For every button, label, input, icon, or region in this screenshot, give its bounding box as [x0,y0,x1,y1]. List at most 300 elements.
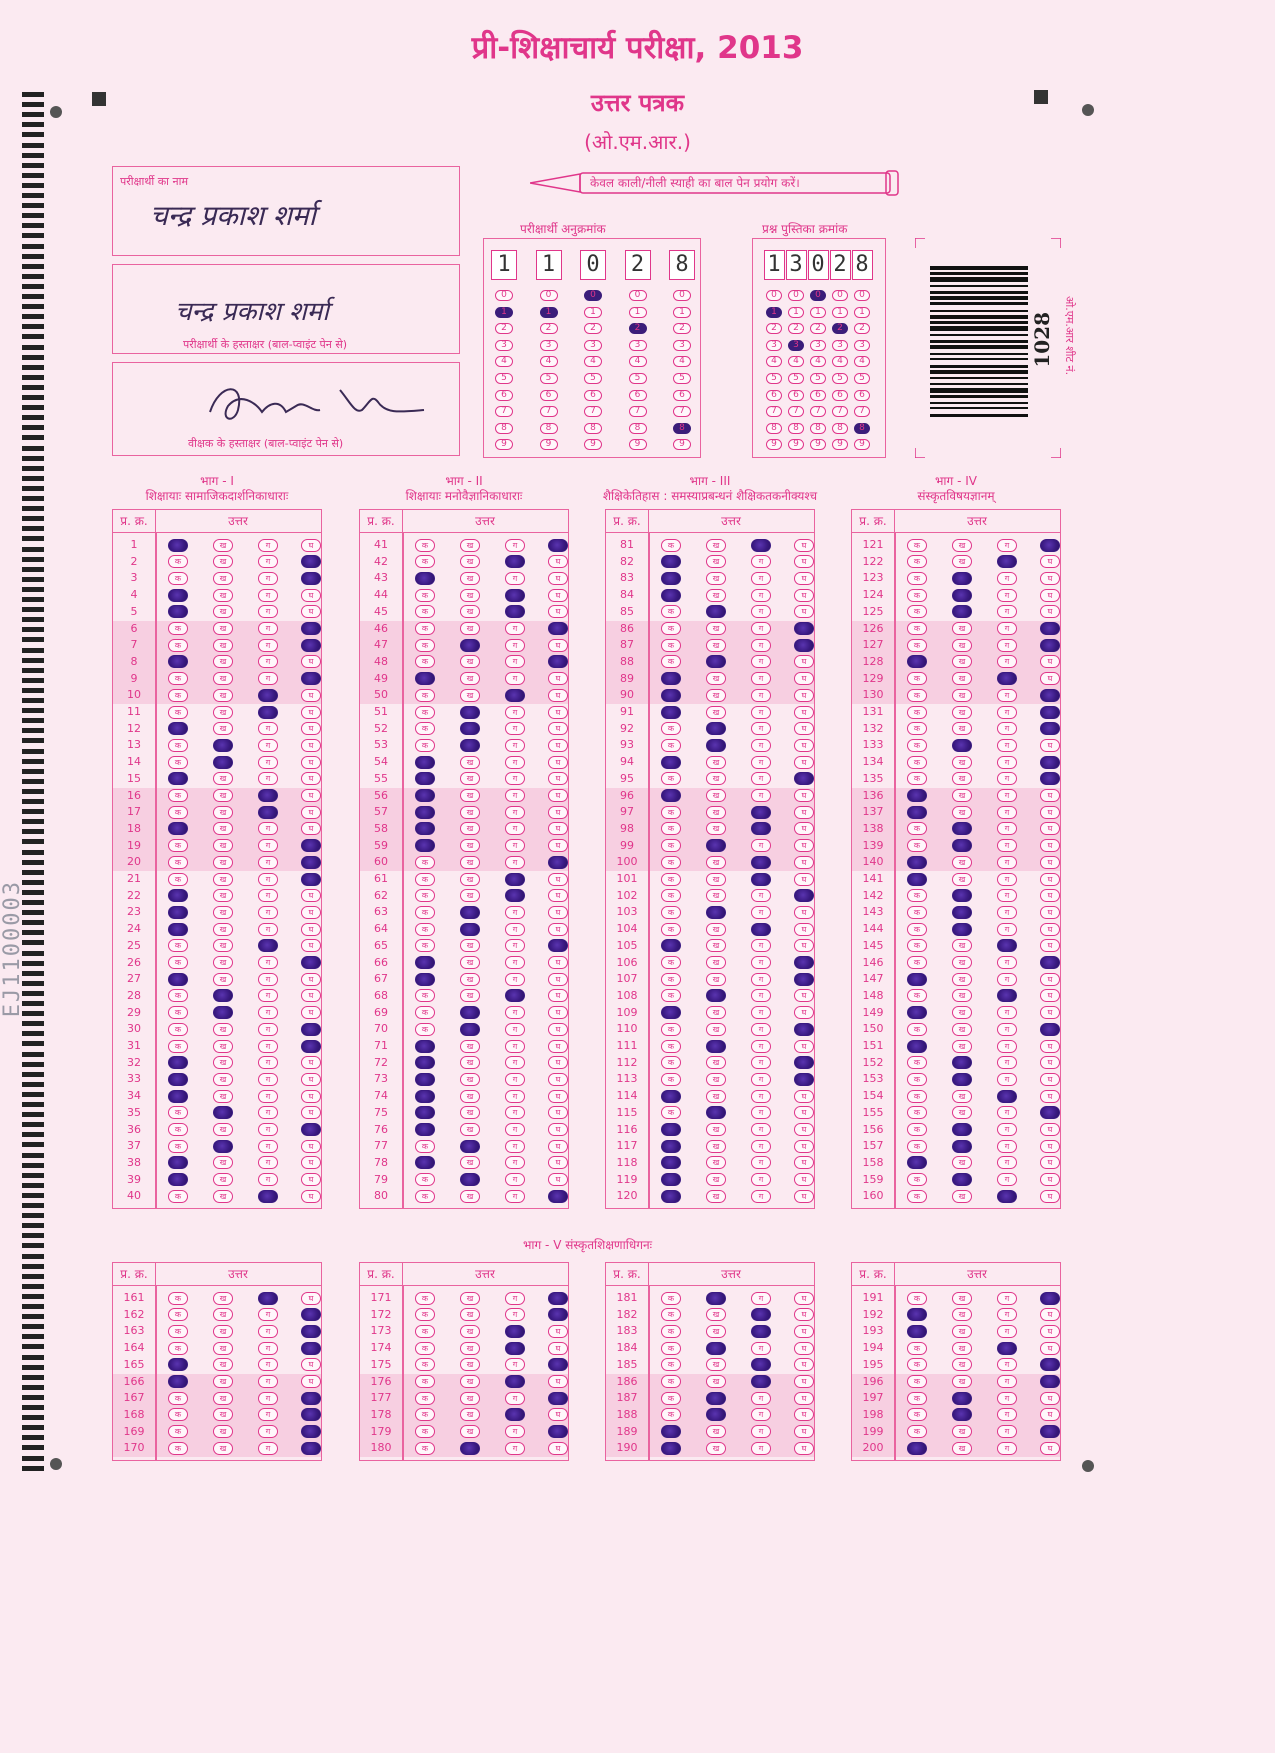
answer-bubble[interactable]: ग [751,1425,771,1438]
answer-bubble[interactable]: घ [794,605,814,618]
answer-bubble[interactable]: क [661,1392,681,1405]
digit-bubble[interactable]: 9 [854,439,870,450]
digit-bubble[interactable]: 9 [495,439,513,450]
answer-bubble[interactable]: क [168,706,188,719]
answer-bubble[interactable] [1040,1106,1060,1119]
digit-bubble[interactable]: 8 [584,423,602,434]
answer-bubble[interactable]: क [168,756,188,769]
answer-bubble[interactable]: ख [952,1425,972,1438]
answer-bubble[interactable]: घ [794,555,814,568]
answer-bubble[interactable]: ग [258,973,278,986]
answer-bubble[interactable]: ख [706,1056,726,1069]
answer-bubble[interactable]: क [661,889,681,902]
answer-bubble[interactable]: क [907,1056,927,1069]
answer-bubble[interactable]: क [168,1442,188,1455]
answer-bubble[interactable]: ख [213,806,233,819]
digit-bubble[interactable]: 1 [854,307,870,318]
answer-bubble[interactable]: घ [794,1425,814,1438]
answer-bubble[interactable]: ग [751,1023,771,1036]
answer-bubble[interactable]: ग [505,739,525,752]
answer-bubble[interactable]: घ [301,1292,321,1305]
answer-bubble[interactable] [415,973,435,986]
answer-bubble[interactable]: क [661,1023,681,1036]
answer-bubble[interactable]: ग [997,1040,1017,1053]
answer-bubble[interactable]: घ [301,689,321,702]
answer-bubble[interactable]: ग [258,822,278,835]
answer-bubble[interactable]: ग [751,772,771,785]
answer-bubble[interactable]: घ [548,572,568,585]
answer-bubble[interactable] [952,923,972,936]
answer-bubble[interactable] [258,806,278,819]
answer-bubble[interactable]: ख [952,856,972,869]
answer-bubble[interactable]: ख [460,605,480,618]
answer-bubble[interactable]: ख [213,1342,233,1355]
answer-bubble[interactable]: क [415,1358,435,1371]
answer-bubble[interactable]: ख [213,589,233,602]
digit-bubble[interactable]: 4 [766,356,782,367]
answer-bubble[interactable] [997,1090,1017,1103]
answer-bubble[interactable]: ग [505,956,525,969]
answer-bubble[interactable]: घ [1040,1006,1060,1019]
answer-bubble[interactable] [794,622,814,635]
answer-bubble[interactable]: ग [258,1173,278,1186]
answer-bubble[interactable]: घ [548,589,568,602]
answer-bubble[interactable]: घ [794,589,814,602]
answer-bubble[interactable]: ख [952,1106,972,1119]
answer-bubble[interactable]: क [907,1106,927,1119]
answer-bubble[interactable]: ख [706,822,726,835]
answer-bubble[interactable]: क [907,923,927,936]
answer-bubble[interactable]: ग [997,1006,1017,1019]
answer-bubble[interactable]: घ [1040,1392,1060,1405]
answer-bubble[interactable]: घ [794,1006,814,1019]
answer-bubble[interactable]: ग [505,1023,525,1036]
answer-bubble[interactable]: ख [460,889,480,902]
answer-bubble[interactable]: घ [794,655,814,668]
answer-bubble[interactable]: ग [258,989,278,1002]
answer-bubble[interactable]: ख [952,1156,972,1169]
answer-bubble[interactable]: ग [997,1358,1017,1371]
answer-bubble[interactable]: घ [301,706,321,719]
answer-bubble[interactable] [168,539,188,552]
answer-bubble[interactable] [907,1325,927,1338]
answer-bubble[interactable]: घ [794,989,814,1002]
answer-bubble[interactable]: ख [706,1090,726,1103]
answer-bubble[interactable]: घ [1040,989,1060,1002]
digit-bubble[interactable]: 4 [673,356,691,367]
answer-bubble[interactable]: क [907,539,927,552]
answer-bubble[interactable]: क [907,839,927,852]
answer-bubble[interactable] [794,1056,814,1069]
answer-bubble[interactable]: घ [794,1090,814,1103]
answer-bubble[interactable]: ख [952,873,972,886]
answer-bubble[interactable] [907,1006,927,1019]
answer-bubble[interactable]: क [907,1375,927,1388]
answer-bubble[interactable]: घ [301,939,321,952]
answer-bubble[interactable]: क [661,639,681,652]
answer-bubble[interactable]: क [415,989,435,1002]
answer-bubble[interactable]: घ [301,739,321,752]
answer-bubble[interactable] [952,1173,972,1186]
answer-bubble[interactable]: क [907,722,927,735]
answer-bubble[interactable]: क [168,939,188,952]
answer-bubble[interactable]: ख [213,973,233,986]
answer-bubble[interactable]: ग [505,772,525,785]
digit-bubble[interactable]: 4 [854,356,870,367]
digit-bubble[interactable]: 3 [766,340,782,351]
answer-bubble[interactable]: ग [258,539,278,552]
answer-bubble[interactable]: ख [706,1442,726,1455]
answer-bubble[interactable]: घ [794,706,814,719]
answer-bubble[interactable]: ख [460,655,480,668]
answer-bubble[interactable]: ग [997,806,1017,819]
answer-bubble[interactable]: ख [213,822,233,835]
answer-bubble[interactable]: ग [997,605,1017,618]
answer-bubble[interactable]: घ [301,923,321,936]
digit-bubble[interactable]: 4 [584,356,602,367]
answer-bubble[interactable]: क [907,739,927,752]
answer-bubble[interactable] [415,1090,435,1103]
answer-bubble[interactable]: घ [794,739,814,752]
answer-bubble[interactable]: ग [258,1056,278,1069]
answer-bubble[interactable]: घ [301,989,321,1002]
answer-bubble[interactable] [907,1442,927,1455]
answer-bubble[interactable]: ग [505,923,525,936]
digit-bubble[interactable]: 6 [766,390,782,401]
answer-bubble[interactable]: ख [952,973,972,986]
answer-bubble[interactable]: घ [794,1392,814,1405]
answer-bubble[interactable]: घ [548,873,568,886]
answer-bubble[interactable]: ख [213,605,233,618]
answer-bubble[interactable] [168,722,188,735]
digit-bubble[interactable]: 2 [673,323,691,334]
digit-bubble[interactable]: 7 [673,406,691,417]
answer-bubble[interactable]: क [661,1375,681,1388]
digit-bubble[interactable]: 1 [673,307,691,318]
answer-bubble[interactable] [548,622,568,635]
answer-bubble[interactable] [1040,1292,1060,1305]
answer-bubble[interactable]: क [907,1140,927,1153]
answer-bubble[interactable]: ग [505,1006,525,1019]
answer-bubble[interactable]: ग [505,856,525,869]
answer-bubble[interactable]: ख [460,1106,480,1119]
answer-bubble[interactable]: घ [1040,1073,1060,1086]
answer-bubble[interactable]: घ [548,1140,568,1153]
answer-bubble[interactable]: ख [460,1408,480,1421]
answer-bubble[interactable] [706,1392,726,1405]
answer-bubble[interactable]: घ [794,1292,814,1305]
answer-bubble[interactable]: क [907,822,927,835]
answer-bubble[interactable] [505,1342,525,1355]
answer-bubble[interactable]: क [168,989,188,1002]
answer-bubble[interactable]: क [907,1425,927,1438]
answer-bubble[interactable]: क [168,639,188,652]
answer-bubble[interactable]: ग [258,756,278,769]
answer-bubble[interactable]: ग [751,1006,771,1019]
answer-bubble[interactable] [460,923,480,936]
answer-bubble[interactable]: ग [997,1442,1017,1455]
digit-bubble[interactable]: 9 [810,439,826,450]
answer-bubble[interactable]: ग [258,739,278,752]
answer-bubble[interactable]: ख [213,1056,233,1069]
answer-bubble[interactable] [907,1308,927,1321]
answer-bubble[interactable]: क [168,856,188,869]
answer-bubble[interactable]: ख [460,939,480,952]
answer-bubble[interactable]: ख [706,1123,726,1136]
answer-bubble[interactable] [706,605,726,618]
answer-bubble[interactable]: ग [505,1140,525,1153]
answer-bubble[interactable]: घ [1040,906,1060,919]
answer-bubble[interactable]: ख [952,1023,972,1036]
answer-bubble[interactable]: ग [258,589,278,602]
answer-bubble[interactable]: ग [997,1056,1017,1069]
answer-bubble[interactable] [258,1190,278,1203]
answer-bubble[interactable]: ग [258,572,278,585]
answer-bubble[interactable]: क [907,622,927,635]
answer-bubble[interactable]: ख [213,956,233,969]
answer-bubble[interactable]: घ [548,989,568,1002]
answer-bubble[interactable]: ग [751,1140,771,1153]
digit-bubble[interactable]: 5 [810,373,826,384]
answer-bubble[interactable] [213,1106,233,1119]
answer-bubble[interactable]: ख [213,1023,233,1036]
answer-bubble[interactable] [661,706,681,719]
answer-bubble[interactable]: ग [751,1123,771,1136]
answer-bubble[interactable]: क [168,555,188,568]
digit-bubble[interactable]: 2 [540,323,558,334]
answer-bubble[interactable]: ग [258,1408,278,1421]
digit-bubble[interactable]: 5 [629,373,647,384]
answer-bubble[interactable]: घ [1040,1325,1060,1338]
answer-bubble[interactable]: घ [301,1173,321,1186]
answer-bubble[interactable] [907,873,927,886]
answer-bubble[interactable]: ग [258,605,278,618]
answer-bubble[interactable]: ख [952,806,972,819]
answer-bubble[interactable]: ख [952,1090,972,1103]
answer-bubble[interactable]: क [907,555,927,568]
digit-bubble[interactable]: 4 [540,356,558,367]
digit-bubble[interactable]: 4 [495,356,513,367]
digit-bubble[interactable]: 7 [854,406,870,417]
digit-bubble[interactable]: 8 [854,423,870,434]
digit-bubble[interactable]: 1 [810,307,826,318]
digit-bubble[interactable]: 3 [673,340,691,351]
answer-bubble[interactable] [301,1425,321,1438]
digit-bubble[interactable]: 8 [495,423,513,434]
answer-bubble[interactable]: ख [213,1090,233,1103]
answer-bubble[interactable]: क [907,989,927,1002]
answer-bubble[interactable] [661,1140,681,1153]
digit-bubble[interactable]: 3 [629,340,647,351]
answer-bubble[interactable]: ख [460,1156,480,1169]
answer-bubble[interactable] [661,1190,681,1203]
answer-bubble[interactable]: ख [706,689,726,702]
answer-bubble[interactable]: ख [213,706,233,719]
answer-bubble[interactable] [1040,639,1060,652]
answer-bubble[interactable]: ग [997,973,1017,986]
digit-bubble[interactable]: 6 [584,390,602,401]
answer-bubble[interactable]: ग [997,589,1017,602]
answer-bubble[interactable]: ख [952,639,972,652]
answer-bubble[interactable]: ग [997,1408,1017,1421]
answer-bubble[interactable]: घ [548,639,568,652]
answer-bubble[interactable]: घ [548,1408,568,1421]
answer-bubble[interactable] [168,973,188,986]
answer-bubble[interactable]: ग [258,1156,278,1169]
digit-bubble[interactable]: 8 [540,423,558,434]
answer-bubble[interactable]: घ [794,756,814,769]
answer-bubble[interactable]: घ [301,1090,321,1103]
answer-bubble[interactable]: ग [997,772,1017,785]
answer-bubble[interactable]: ख [213,555,233,568]
answer-bubble[interactable]: क [661,655,681,668]
answer-bubble[interactable]: क [415,1023,435,1036]
answer-bubble[interactable]: ग [505,789,525,802]
answer-bubble[interactable]: क [168,1140,188,1153]
answer-bubble[interactable]: क [661,1408,681,1421]
answer-bubble[interactable]: ग [997,572,1017,585]
answer-bubble[interactable]: ख [213,1442,233,1455]
answer-bubble[interactable]: ग [505,1392,525,1405]
answer-bubble[interactable]: ग [258,889,278,902]
answer-bubble[interactable]: घ [548,956,568,969]
answer-bubble[interactable]: घ [301,1073,321,1086]
answer-bubble[interactable] [258,789,278,802]
answer-bubble[interactable]: क [661,1292,681,1305]
answer-bubble[interactable] [460,1173,480,1186]
answer-bubble[interactable]: क [661,1073,681,1086]
answer-bubble[interactable]: घ [548,889,568,902]
answer-bubble[interactable]: घ [1040,1408,1060,1421]
answer-bubble[interactable]: ग [997,889,1017,902]
digit-bubble[interactable]: 4 [788,356,804,367]
digit-bubble[interactable]: 2 [832,323,848,334]
answer-bubble[interactable] [301,555,321,568]
answer-bubble[interactable]: ख [706,572,726,585]
answer-bubble[interactable]: घ [1040,923,1060,936]
answer-bubble[interactable]: ग [505,1425,525,1438]
answer-bubble[interactable]: क [415,689,435,702]
answer-bubble[interactable] [706,1106,726,1119]
answer-bubble[interactable]: ख [213,923,233,936]
answer-bubble[interactable]: घ [548,822,568,835]
answer-bubble[interactable] [168,1173,188,1186]
answer-bubble[interactable] [1040,689,1060,702]
answer-bubble[interactable]: क [661,956,681,969]
answer-bubble[interactable] [794,772,814,785]
answer-bubble[interactable]: ग [997,1073,1017,1086]
answer-bubble[interactable]: ख [213,1173,233,1186]
answer-bubble[interactable] [952,605,972,618]
digit-bubble[interactable]: 8 [673,423,691,434]
answer-bubble[interactable]: ग [258,1023,278,1036]
answer-bubble[interactable]: क [168,1325,188,1338]
answer-bubble[interactable] [505,889,525,902]
answer-bubble[interactable]: क [661,923,681,936]
digit-bubble[interactable]: 0 [810,290,826,301]
answer-bubble[interactable]: क [168,839,188,852]
answer-bubble[interactable]: ग [505,1292,525,1305]
answer-bubble[interactable] [706,1040,726,1053]
answer-bubble[interactable]: ग [751,572,771,585]
answer-bubble[interactable]: ग [997,1425,1017,1438]
answer-bubble[interactable]: घ [548,1106,568,1119]
answer-bubble[interactable] [907,856,927,869]
answer-bubble[interactable]: ग [505,1106,525,1119]
answer-bubble[interactable] [168,772,188,785]
answer-bubble[interactable]: ख [460,973,480,986]
answer-bubble[interactable]: ख [213,1073,233,1086]
digit-bubble[interactable]: 5 [540,373,558,384]
answer-bubble[interactable]: ग [505,572,525,585]
answer-bubble[interactable]: ख [460,1190,480,1203]
answer-bubble[interactable]: ख [460,1073,480,1086]
answer-bubble[interactable]: ख [952,706,972,719]
answer-bubble[interactable]: घ [794,1156,814,1169]
digit-bubble[interactable]: 1 [584,307,602,318]
digit-bubble[interactable]: 1 [629,307,647,318]
answer-bubble[interactable] [415,839,435,852]
answer-bubble[interactable] [751,539,771,552]
answer-bubble[interactable]: ख [460,689,480,702]
answer-bubble[interactable]: ख [952,956,972,969]
answer-bubble[interactable] [415,672,435,685]
answer-bubble[interactable]: क [415,923,435,936]
answer-bubble[interactable] [213,739,233,752]
digit-bubble[interactable]: 6 [629,390,647,401]
answer-bubble[interactable]: ग [997,1325,1017,1338]
digit-bubble[interactable]: 2 [495,323,513,334]
answer-bubble[interactable]: ग [997,956,1017,969]
answer-bubble[interactable]: ग [258,1140,278,1153]
answer-bubble[interactable] [751,856,771,869]
answer-bubble[interactable]: ख [213,672,233,685]
answer-bubble[interactable]: क [415,1342,435,1355]
answer-bubble[interactable]: ग [997,639,1017,652]
answer-bubble[interactable]: घ [1040,806,1060,819]
answer-bubble[interactable] [794,956,814,969]
answer-bubble[interactable]: ग [751,1106,771,1119]
answer-bubble[interactable]: ग [997,655,1017,668]
answer-bubble[interactable]: ग [505,1073,525,1086]
answer-bubble[interactable]: घ [1040,939,1060,952]
answer-bubble[interactable]: क [661,1056,681,1069]
answer-bubble[interactable]: घ [548,689,568,702]
answer-bubble[interactable]: ग [505,672,525,685]
answer-bubble[interactable]: ग [997,1292,1017,1305]
answer-bubble[interactable] [661,756,681,769]
answer-bubble[interactable]: क [907,1358,927,1371]
answer-bubble[interactable]: ख [706,756,726,769]
answer-bubble[interactable]: घ [548,1442,568,1455]
answer-bubble[interactable]: घ [1040,572,1060,585]
answer-bubble[interactable]: ख [952,1006,972,1019]
answer-bubble[interactable] [548,939,568,952]
answer-bubble[interactable]: क [168,572,188,585]
digit-bubble[interactable]: 8 [832,423,848,434]
answer-bubble[interactable]: क [168,956,188,969]
answer-bubble[interactable]: घ [301,789,321,802]
answer-bubble[interactable]: क [168,1292,188,1305]
answer-bubble[interactable]: ख [460,572,480,585]
answer-bubble[interactable]: ख [706,939,726,952]
answer-bubble[interactable]: घ [301,889,321,902]
answer-bubble[interactable] [997,939,1017,952]
answer-bubble[interactable]: क [661,806,681,819]
answer-bubble[interactable]: घ [1040,873,1060,886]
answer-bubble[interactable]: ग [258,956,278,969]
answer-bubble[interactable]: क [907,1408,927,1421]
